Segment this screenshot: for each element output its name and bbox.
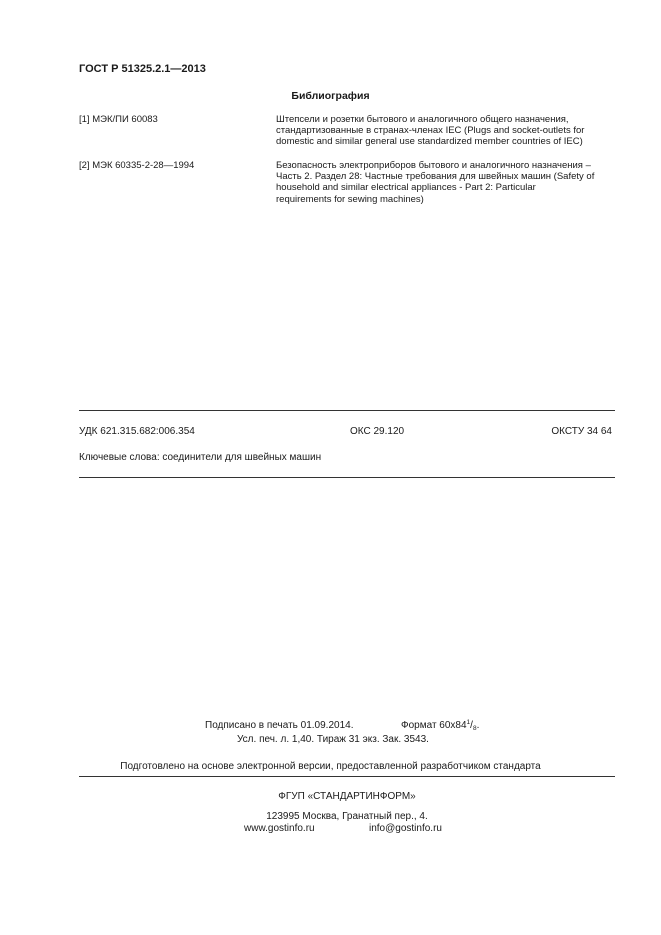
paper-format-label: Формат 60x84	[401, 720, 467, 731]
paper-format-sub: 8	[472, 725, 477, 732]
reference-1-line: Штепсели и розетки бытового и аналогичного общего назначения,	[276, 114, 569, 125]
reference-1-line: стандартизованные в странах-членах IEC (Plugs and socket-outlets for	[276, 125, 585, 137]
udk-code: УДК 621.315.682:006.354	[79, 426, 195, 437]
publisher-address: 123995 Москва, Гранатный пер., 4.	[266, 811, 428, 822]
reference-description-1	[276, 114, 621, 148]
reference-code-1: [1] МЭК/ПИ 60083	[79, 114, 158, 125]
paper-format-sup: 1	[466, 719, 471, 726]
okstu-code: ОКСТУ 34 64	[551, 426, 612, 437]
oks-code: ОКС 29.120	[350, 426, 405, 437]
reference-2-line: Часть 2. Раздел 28: Частные требования для швейных машин (Safety of	[276, 171, 595, 183]
publisher-website[interactable]: www.gostinfo.ru	[244, 823, 315, 834]
publisher-name: ФГУП «СТАНДАРТИНФОРМ»	[278, 791, 416, 802]
keywords: Ключевые слова: соединители для швейных машин	[79, 452, 322, 463]
reference-2-line: requirements for sewing machines)	[276, 193, 424, 205]
print-info: Усл. печ. л. 1,40. Тираж 31 экз. Зак. 3543.	[237, 734, 429, 745]
top-divider	[79, 410, 615, 411]
reference-2-line: household and similar electrical appliances - Part 2: Particular	[276, 182, 536, 194]
bottom-divider	[79, 477, 615, 478]
publisher-email[interactable]: info@gostinfo.ru	[369, 823, 442, 834]
paper-format-tail: .	[476, 720, 480, 731]
paper-format: Формат $60x84^1/_8$.	[401, 719, 480, 732]
bibliography-title: Библиография	[291, 90, 370, 102]
reference-code-2: [2] МЭК 60335-2-28—1994	[79, 160, 195, 171]
standard-header: ГОСТ Р 51325.2.1—2013	[79, 63, 206, 75]
imprint-divider	[79, 776, 615, 777]
signed-date: Подписано в печать 01.09.2014.	[205, 720, 354, 731]
reference-2-line: Безопасность электроприборов бытового и аналогичного назначения –	[276, 160, 591, 171]
reference-1-line: domestic and similar general use standardized member countries of IEC)	[276, 136, 583, 148]
prepared-note: Подготовлено на основе электронной версии, предоставленной разработчиком стандарта	[120, 761, 541, 772]
reference-description-2	[276, 160, 621, 205]
